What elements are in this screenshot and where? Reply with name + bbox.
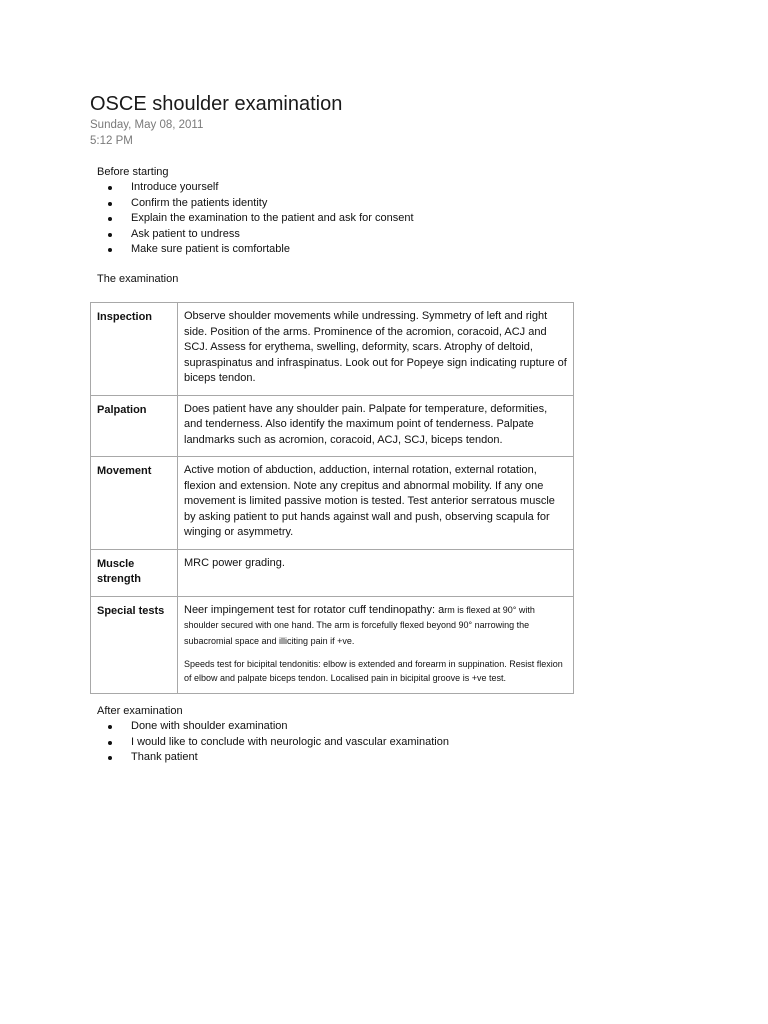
table-row bbox=[91, 549, 574, 596]
note-time: 5:12 PM bbox=[90, 135, 133, 147]
note-date: Sunday, May 08, 2011 bbox=[90, 119, 204, 131]
neer-test-detail: rm is flexed at 90° with shoulder secured with one hand. The arm is forcefully flexed beyond 90° narrowing the subacromial space and illiciting pain if +ve. bbox=[184, 604, 535, 646]
after-examination-heading: After examination bbox=[97, 705, 183, 717]
row-description: MRC power grading. bbox=[178, 549, 574, 596]
speeds-test-paragraph: Speeds test for bicipital tendonitis: elbow is extended and forearm in suppination. Resist flexion of elbow and palpate biceps tendon. Localised pain in bicipital groove is +ve test. bbox=[184, 659, 563, 683]
table-row bbox=[91, 303, 574, 396]
examination-heading: The examination bbox=[97, 273, 179, 285]
table-row bbox=[91, 395, 574, 457]
list-item: Introduce yourself bbox=[97, 180, 414, 196]
row-description: Observe shoulder movements while undressing. Symmetry of left and right side. Position of the arms. Prominence of the acromion, coracoid, ACJ and SCJ. Assess for erythema, swelling, deformity, scars. Atrophy of deltoid, supraspinatus and infraspinatus. Look out for Popeye sign indicating rupture of biceps tendon. bbox=[178, 303, 574, 396]
table-row bbox=[91, 457, 574, 550]
before-starting-list bbox=[97, 180, 414, 258]
row-header: Muscle strength bbox=[91, 549, 178, 596]
page-title: OSCE shoulder examination bbox=[90, 93, 343, 115]
list-item: Thank patient bbox=[97, 750, 449, 766]
list-item: Confirm the patients identity bbox=[97, 196, 414, 212]
before-starting-heading: Before starting bbox=[97, 166, 169, 178]
row-description: Active motion of abduction, adduction, internal rotation, external rotation, flexion and extension. Note any crepitus and abnormal mobility. If any one movement is limited passive motion is tested. Test anterior serratous muscle by asking patient to put hands against wall and push, observing scapula for winging or asymmetry. bbox=[178, 457, 574, 550]
list-item: Ask patient to undress bbox=[97, 227, 414, 243]
row-header: Palpation bbox=[91, 395, 178, 457]
examination-table bbox=[90, 302, 574, 694]
neer-test-paragraph bbox=[184, 603, 567, 650]
list-item: Explain the examination to the patient and ask for consent bbox=[97, 211, 414, 227]
list-item: Done with shoulder examination bbox=[97, 719, 449, 735]
row-header: Inspection bbox=[91, 303, 178, 396]
row-description: Does patient have any shoulder pain. Palpate for temperature, deformities, and tenderness. Also identify the maximum point of tenderness. Palpate landmarks such as acromion, coracoid, ACJ, SCJ, biceps tendon. bbox=[178, 395, 574, 457]
after-examination-list bbox=[97, 719, 449, 766]
row-description bbox=[178, 596, 574, 694]
row-header: Movement bbox=[91, 457, 178, 550]
neer-test-lead: Neer impingement test for rotator cuff tendinopathy: a bbox=[184, 603, 445, 616]
list-item: I would like to conclude with neurologic and vascular examination bbox=[97, 735, 449, 751]
table-row bbox=[91, 596, 574, 694]
row-header: Special tests bbox=[91, 596, 178, 694]
list-item: Make sure patient is comfortable bbox=[97, 242, 414, 258]
